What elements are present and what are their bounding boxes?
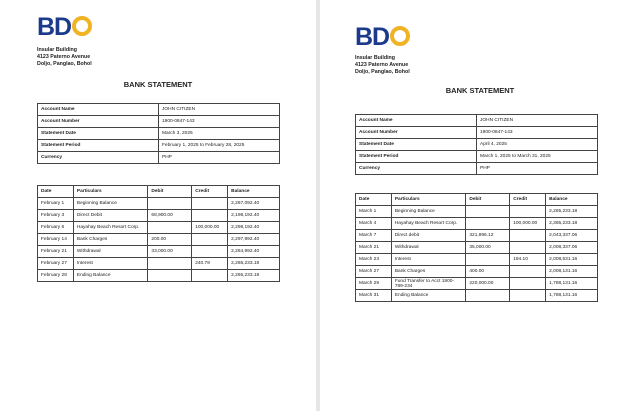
debit-cell [148,222,192,234]
column-header: Debit [466,194,510,206]
account-info-label: Currency [356,163,477,175]
date-cell: February 21 [38,246,74,258]
balance-cell: 2,008,131.16 [546,266,598,278]
account-info-label: Statement Period [38,140,159,152]
address-line: Doljo, Panglao, Bohol [37,61,92,67]
account-info-row [38,116,280,128]
debit-cell [466,206,510,218]
transactions-table [37,185,280,282]
bank-address [37,47,92,68]
address-line: 4123 Paterno Avenue [37,54,91,60]
particulars-cell: Withdrawal [73,246,148,258]
address-line: Doljo, Panglao, Bohol [355,69,410,75]
debit-cell: 35,000.00 [466,242,510,254]
credit-cell [192,234,228,246]
address-line: Insular Building [355,55,396,61]
column-header: Date [38,186,74,198]
credit-cell [510,206,546,218]
account-info-label: Statement Date [38,128,159,140]
page-title: BANK STATEMENT [445,86,515,95]
table-row [356,230,598,242]
credit-cell [510,290,546,302]
particulars-cell: Bank Charges [73,234,148,246]
credit-cell [192,246,228,258]
balance-cell: 2,008,337.06 [546,242,598,254]
date-cell: March 7 [356,230,392,242]
account-info-value: PHP [159,152,280,164]
debit-cell: 200.00 [148,234,192,246]
column-header: Particulars [73,186,148,198]
date-cell: February 3 [38,210,74,222]
page-title: BANK STATEMENT [123,80,193,89]
debit-cell: 33,000.00 [148,246,192,258]
account-info-table [355,114,598,175]
date-cell: February 27 [38,258,74,270]
credit-cell [510,278,546,290]
credit-cell [510,242,546,254]
table-row [38,258,280,270]
table-row [38,222,280,234]
table-header-row [356,194,598,206]
account-info-row [356,163,598,175]
table-header-row [38,186,280,198]
column-header: Debit [148,186,192,198]
column-header: Balance [546,194,598,206]
column-header: Particulars [391,194,466,206]
account-info-label: Statement Date [356,139,477,151]
particulars-cell: Interest [391,254,466,266]
particulars-cell: Direct Debit [73,210,148,222]
account-info-table [37,103,280,164]
balance-cell: 2,265,233.18 [228,270,280,282]
particulars-cell: Beginning Balance [391,206,466,218]
balance-cell: 2,198,192.40 [228,210,280,222]
date-cell: February 1 [38,198,74,210]
particulars-cell: Ending Balance [73,270,148,282]
particulars-cell: Bank Charges [391,266,466,278]
date-cell: March 29 [356,278,392,290]
balance-cell: 2,267,092.40 [228,198,280,210]
credit-cell: 240.78 [192,258,228,270]
credit-cell [192,210,228,222]
balance-cell: 1,788,131.16 [546,290,598,302]
account-info-label: Currency [38,152,159,164]
particulars-cell: Ending Balance [391,290,466,302]
particulars-cell: Withdrawal [391,242,466,254]
account-info-value: PHP [477,163,598,175]
table-row [38,234,280,246]
account-info-row [356,127,598,139]
particulars-cell: Hayahay Beach Resort Corp. [391,218,466,230]
account-info-value: March 3, 2025 [159,128,280,140]
column-header: Credit [192,186,228,198]
transactions-table [355,193,598,302]
debit-cell [148,198,192,210]
table-row [38,270,280,282]
balance-cell: 1,788,131.16 [546,278,598,290]
date-cell: March 31 [356,290,392,302]
particulars-cell: Beginning Balance [73,198,148,210]
credit-cell [192,198,228,210]
account-info-label: Account Number [38,116,159,128]
bdo-logo: BD [37,15,92,40]
debit-cell: 220,000.00 [466,278,510,290]
table-row [356,254,598,266]
bdo-logo: BD [355,25,410,50]
date-cell: March 21 [356,242,392,254]
account-info-value: 1900-0847-143 [477,127,598,139]
account-info-value: February 1, 2025 to February 28, 2025 [159,140,280,152]
account-info-label: Statement Period [356,151,477,163]
balance-cell: 2,043,337.06 [546,230,598,242]
credit-cell [510,266,546,278]
table-row [356,266,598,278]
debit-cell [466,218,510,230]
balance-cell: 2,365,233.18 [546,218,598,230]
debit-cell: 68,900.00 [148,210,192,222]
column-header: Balance [228,186,280,198]
particulars-cell: Direct debit [391,230,466,242]
debit-cell: 400.00 [466,266,510,278]
balance-cell: 2,297,992.40 [228,234,280,246]
particulars-cell: Fund Transfer to Acct 1900-789-234 [391,278,466,290]
account-info-row [38,152,280,164]
particulars-cell: Hayahay Beach Resort Corp. [73,222,148,234]
table-row [356,242,598,254]
date-cell: March 23 [356,254,392,266]
account-info-value: March 1, 2025 to March 31, 2025 [477,151,598,163]
address-line: 4123 Paterno Avenue [355,62,409,68]
date-cell: March 1 [356,206,392,218]
balance-cell: 2,298,192.40 [228,222,280,234]
address-line: Insular Building [37,47,78,53]
account-info-value: 1900-0847-143 [159,116,280,128]
account-info-row [356,139,598,151]
date-cell: February 14 [38,234,74,246]
particulars-cell: Interest [73,258,148,270]
table-row [38,246,280,258]
balance-cell: 2,265,233.18 [546,206,598,218]
account-info-row [356,151,598,163]
date-cell: February 28 [38,270,74,282]
column-header: Date [356,194,392,206]
table-row [356,218,598,230]
table-row [38,210,280,222]
account-info-value: April 4, 2025 [477,139,598,151]
account-info-row [38,140,280,152]
date-cell: March 27 [356,266,392,278]
account-info-row [356,115,598,127]
debit-cell [148,270,192,282]
column-header: Credit [510,194,546,206]
date-cell: March 4 [356,218,392,230]
table-row [356,290,598,302]
account-info-label: Account Name [356,115,477,127]
credit-cell: 100,000.00 [510,218,546,230]
credit-cell: 194.10 [510,254,546,266]
balance-cell: 2,265,233.18 [228,258,280,270]
balance-cell: 2,008,531.16 [546,254,598,266]
debit-cell [148,258,192,270]
account-info-row [38,104,280,116]
credit-cell: 100,000.00 [192,222,228,234]
bank-address [355,55,410,76]
statement-page-march [320,0,640,411]
balance-cell: 2,264,992.40 [228,246,280,258]
table-row [356,278,598,290]
table-row [38,198,280,210]
table-row [356,206,598,218]
account-info-label: Account Name [38,104,159,116]
credit-cell [510,230,546,242]
debit-cell: 321,896.12 [466,230,510,242]
debit-cell [466,290,510,302]
account-info-value: JOHN CITIZEN [159,104,280,116]
account-info-row [38,128,280,140]
date-cell: February 6 [38,222,74,234]
account-info-label: Account Number [356,127,477,139]
account-info-value: JOHN CITIZEN [477,115,598,127]
debit-cell [466,254,510,266]
statement-page-february [0,0,316,411]
credit-cell [192,270,228,282]
